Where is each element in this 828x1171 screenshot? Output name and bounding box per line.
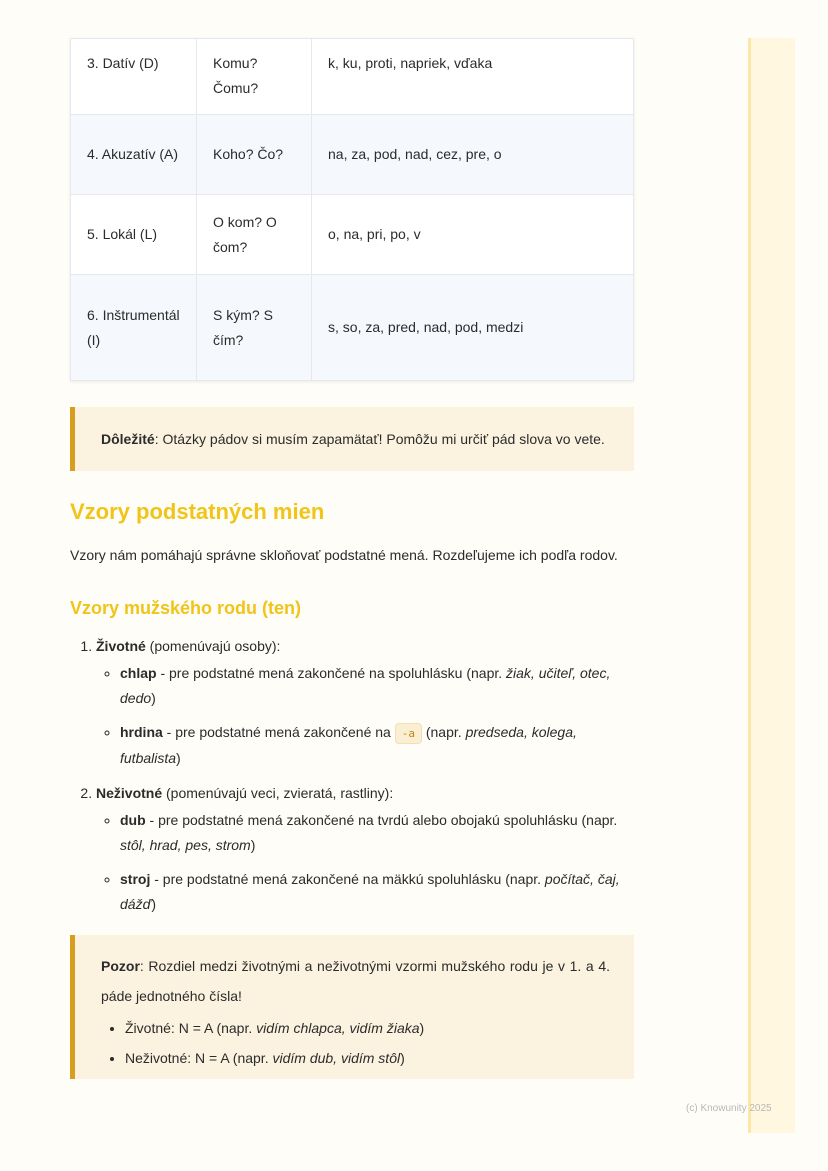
prepositions-cell: o, na, pri, po, v [312, 195, 634, 275]
note-list [101, 1013, 610, 1073]
list-item [120, 808, 634, 858]
pattern-word: hrdina [120, 724, 163, 740]
table-row [71, 115, 634, 195]
pattern-text: - pre podstatné mená zakončené na spoluhlásku (napr. [156, 665, 507, 681]
note-text: : Otázky pádov si musím zapamätať! Pomôžu mi určiť pád slova vo vete. [154, 431, 605, 447]
important-note [70, 407, 634, 471]
gender-list [70, 634, 634, 917]
case-cell: 4. Akuzatív (A) [71, 115, 197, 195]
note-item-examples: vidím chlapca, vidím žiaka [256, 1020, 420, 1036]
pattern-text: - pre podstatné mená zakončené na [162, 724, 395, 740]
section-title: Vzory podstatných mien [70, 499, 325, 524]
pattern-word: stroj [120, 871, 151, 887]
pattern-word: chlap [120, 665, 157, 681]
note-item-text: Neživotné: N = A (napr. [125, 1050, 273, 1066]
pattern-close: ) [151, 896, 156, 912]
pattern-text: - pre podstatné mená zakončené na tvrdú alebo obojakú spoluhlásku (napr. [145, 812, 618, 828]
pattern-examples: predseda, kolega, futbalista [120, 724, 577, 766]
animate-label: Životné [96, 638, 146, 654]
document-content [70, 0, 634, 1079]
prepositions-cell: s, so, za, pred, nad, pod, medzi [312, 275, 634, 381]
animate-patterns [96, 661, 634, 771]
list-item [120, 720, 634, 771]
pattern-word: dub [120, 812, 146, 828]
pattern-text: (napr. [421, 724, 466, 740]
list-item [96, 781, 634, 917]
question-cell: S kým? S čím? [197, 275, 312, 381]
warning-note [70, 935, 634, 1079]
list-item [125, 1043, 610, 1073]
list-item [120, 867, 634, 917]
list-item [125, 1013, 610, 1043]
table-row [71, 39, 634, 115]
note-item-text: Životné: N = A (napr. [125, 1020, 257, 1036]
question-cell: O kom? O čom? [197, 195, 312, 275]
suffix-code: -a [395, 723, 422, 744]
inanimate-patterns [96, 808, 634, 917]
pattern-close: ) [176, 750, 181, 766]
pattern-examples: žiak, učiteľ, otec, dedo [120, 665, 611, 706]
inanimate-desc: (pomenúvajú veci, zvieratá, rastliny): [162, 785, 394, 801]
pattern-examples: stôl, hrad, pes, strom [120, 837, 251, 853]
pattern-close: ) [250, 837, 256, 853]
subsection-title: Vzory mužského rodu (ten) [70, 598, 302, 618]
pattern-examples: počítač, čaj, dážď [120, 871, 620, 912]
pattern-text: - pre podstatné mená zakončené na mäkkú spoluhlásku (napr. [150, 871, 545, 887]
case-cell: 6. Inštrumentál (I) [71, 275, 197, 381]
note-label: Dôležité [101, 431, 155, 447]
note-item-close: ) [419, 1020, 425, 1036]
table-row [71, 195, 634, 275]
case-cell: 5. Lokál (L) [71, 195, 197, 275]
animate-desc: (pomenúvajú osoby): [145, 638, 281, 654]
right-margin-strip [748, 38, 795, 1133]
list-item [96, 634, 634, 771]
note-label: Pozor [101, 958, 140, 974]
prepositions-cell: na, za, pod, nad, cez, pre, o [312, 115, 634, 195]
note-item-examples: vidím dub, vidím stôl [272, 1050, 401, 1066]
section-intro: Vzory nám pomáhajú správne skloňovať podstatné mená. Rozdeľujeme ich podľa rodov. [70, 547, 618, 563]
cases-table [70, 38, 634, 381]
inanimate-label: Neživotné [96, 785, 163, 801]
question-cell: Koho? Čo? [197, 115, 312, 195]
list-item [120, 661, 634, 711]
note-item-close: ) [400, 1050, 405, 1066]
pattern-close: ) [151, 690, 156, 706]
prepositions-cell: k, ku, proti, napriek, vďaka [312, 39, 634, 115]
case-cell: 3. Datív (D) [71, 39, 197, 115]
question-cell: Komu? Čomu? [197, 39, 312, 115]
table-row [71, 275, 634, 381]
note-text: : Rozdiel medzi životnými a neživotnými vzormi mužského rodu je v 1. a 4. páde jednotného čísla! [101, 958, 610, 1004]
copyright-footer: (c) Knowunity 2025 [686, 1103, 772, 1114]
